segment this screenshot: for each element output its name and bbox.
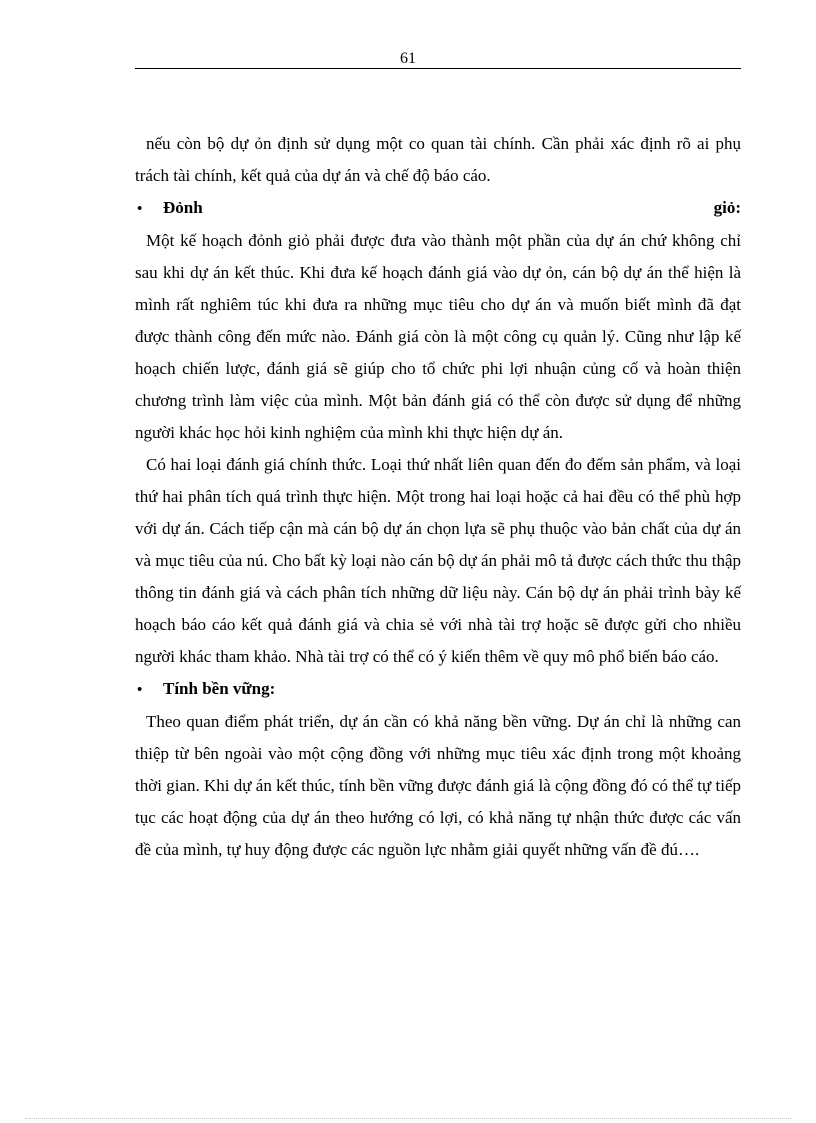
paragraph-sustainability: Theo quan điểm phát triển, dự án cần có khả năng bền vững. Dự án chỉ là những can thiệp từ bên ngoài vào một cộng đồng với những mục tiêu xác định trong một khoảng thời gian. Khi dự án kết thúc, tính bền vững được đánh giá là cộng đồng đó có thể tự tiếp tục các hoạt động của dự án theo hướng có lợi, có khả năng tự nhận thức được các vấn đề của mình, tự huy động được các nguồn lực nhằm giải quyết những vấn đề đú…. [135, 712, 741, 859]
heading-evaluation-right: giỏ: [713, 198, 741, 217]
heading-evaluation [135, 192, 741, 225]
bullet-icon: • [137, 201, 143, 217]
footer-divider [25, 1118, 791, 1119]
heading-sustainability [135, 673, 741, 706]
document-body [135, 128, 741, 866]
header-rule [135, 68, 741, 69]
heading-sustainability-label: Tính bền vững: [163, 679, 276, 698]
paragraph-intro: nếu còn bộ dự ỏn định sử dụng một co quan tài chính. Cần phải xác định rõ ai phụ trách tài chính, kết quả của dự án và chế độ báo cáo. [135, 134, 741, 185]
paragraph-evaluation-1: Một kế hoạch đỏnh giỏ phải được đưa vào thành một phần của dự án chứ không chỉ sau khi dự án kết thúc. Khi đưa kế hoạch đánh giá vào dự ỏn, cán bộ dự án thể hiện là mình rất nghiêm túc khi đưa ra những mục tiêu cho dự án và muốn biết mình đã đạt được thành công đến mức nào. Đánh giá còn là một công cụ quản lý. Cũng như lập kế hoạch chiến lược, đánh giá sẽ giúp cho tổ chức phi lợi nhuận củng cố và hoàn thiện chương trình làm việc của mình. Một bản đánh giá có thể còn được sử dụng để những người khác học hỏi kinh nghiệm của mình khi thực hiện dự án. [135, 231, 741, 442]
bullet-icon: • [137, 682, 143, 698]
paragraph-evaluation-2: Có hai loại đánh giá chính thức. Loại thứ nhất liên quan đến đo đếm sản phẩm, và loại thứ hai phân tích quá trình thực hiện. Một trong hai loại hoặc cả hai đều có thể phù hợp với dự án. Cách tiếp cận mà cán bộ dự án chọn lựa sẽ phụ thuộc vào bản chất của dự án và mục tiêu của nú. Cho bất kỳ loại nào cán bộ dự án phải mô tả được cách thức thu thập thông tin đánh giá và cách phân tích những dữ liệu này. Cán bộ dự án phải trình bày kế hoạch báo cáo kết quả đánh giá và chia sẻ với nhà tài trợ hoặc sẽ được gửi cho nhiều người khác tham khảo. Nhà tài trợ có thể có ý kiến thêm về quy mô phổ biến báo cáo. [135, 455, 741, 666]
heading-evaluation-left: Đỏnh [163, 198, 203, 217]
page-number: 61 [400, 50, 416, 67]
